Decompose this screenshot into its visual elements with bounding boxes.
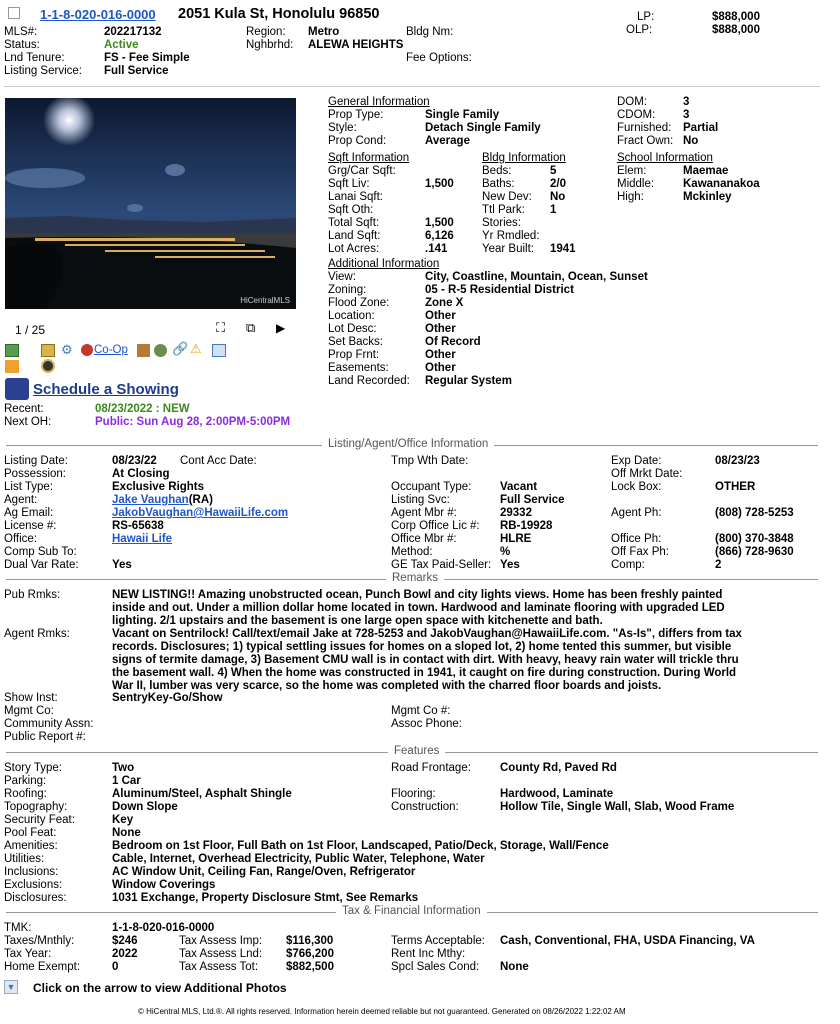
prop-cond-value: Average bbox=[425, 135, 470, 147]
office-ph-value: (800) 370-3848 bbox=[715, 533, 794, 545]
listing-date-label: Listing Date: bbox=[4, 455, 68, 467]
off-fax-ph-value: (866) 728-9630 bbox=[715, 546, 794, 558]
agent-label: Agent: bbox=[4, 494, 38, 506]
amenities-label: Amenities: bbox=[4, 840, 58, 852]
status-label: Status: bbox=[4, 39, 40, 51]
community-assn-label: Community Assn: bbox=[4, 718, 94, 730]
yr-rmdled-label: Yr Rmdled: bbox=[482, 230, 540, 242]
tenure-value: FS - Fee Simple bbox=[104, 52, 190, 64]
parking-label: Parking: bbox=[4, 775, 47, 787]
listing-svc-value: Full Service bbox=[500, 494, 565, 506]
location-label: Location: bbox=[328, 310, 375, 322]
story-type-value: Two bbox=[112, 762, 135, 774]
mgmt-co-label: Mgmt Co: bbox=[4, 705, 54, 717]
agent-link[interactable]: Jake Vaughan bbox=[112, 494, 189, 506]
set-backs-label: Set Backs: bbox=[328, 336, 383, 348]
service-label: Listing Service: bbox=[4, 65, 82, 77]
agent-rmks-line: records. Disclosures; 1) typical settling issues for homes on a sloped lot, 2) home tented this summer, but visible bbox=[112, 641, 732, 653]
road-frontage-value: County Rd, Paved Rd bbox=[500, 762, 617, 774]
agent-suffix: (RA) bbox=[188, 494, 213, 506]
general-heading: General Information bbox=[328, 96, 430, 108]
year-built-value: 1941 bbox=[550, 243, 576, 255]
middle-value: Kawananakoa bbox=[683, 178, 760, 190]
lot-desc-value: Other bbox=[425, 323, 456, 335]
method-label: Method: bbox=[391, 546, 433, 558]
exclusions-label: Exclusions: bbox=[4, 879, 63, 891]
style-label: Style: bbox=[328, 122, 357, 134]
exp-date-value: 08/23/23 bbox=[715, 455, 760, 467]
show-inst-value: SentryKey-Go/Show bbox=[112, 692, 223, 704]
photo-watermark: HiCentralMLS bbox=[240, 296, 290, 305]
corp-office-lic-value: RB-19928 bbox=[500, 520, 553, 532]
pub-rmks-label: Pub Rmks: bbox=[4, 589, 61, 601]
dom-label: DOM: bbox=[617, 96, 648, 108]
next-oh-label: Next OH: bbox=[4, 416, 52, 428]
listing-address: 2051 Kula St, Honolulu 96850 bbox=[178, 6, 380, 22]
recent-label: Recent: bbox=[4, 403, 44, 415]
exclusions-value: Window Coverings bbox=[112, 879, 216, 891]
select-checkbox[interactable] bbox=[8, 7, 20, 19]
furnished-label: Furnished: bbox=[617, 122, 672, 134]
cdom-label: CDOM: bbox=[617, 109, 656, 121]
recent-value: 08/23/2022 : NEW bbox=[95, 403, 190, 415]
bldg-label: Bldg Nm: bbox=[406, 26, 454, 38]
prop-frnt-value: Other bbox=[425, 349, 456, 361]
zoning-value: 05 - R-5 Residential District bbox=[425, 284, 574, 296]
high-label: High: bbox=[617, 191, 644, 203]
lot-desc-label: Lot Desc: bbox=[328, 323, 377, 335]
land-recorded-label: Land Recorded: bbox=[328, 375, 410, 387]
service-value: Full Service bbox=[104, 65, 169, 77]
occupant-type-label: Occupant Type: bbox=[391, 481, 472, 493]
office-label: Office: bbox=[4, 533, 38, 545]
inclusions-value: AC Window Unit, Ceiling Fan, Range/Oven, Refrigerator bbox=[112, 866, 416, 878]
pool-feat-label: Pool Feat: bbox=[4, 827, 57, 839]
furnished-value: Partial bbox=[683, 122, 719, 134]
utilities-value: Cable, Internet, Overhead Electricity, Public Water, Telephone, Water bbox=[112, 853, 485, 865]
warning-icon[interactable]: ⚠ bbox=[190, 341, 202, 356]
terms-label: Terms Acceptable: bbox=[391, 935, 485, 947]
list-type-value: Exclusive Rights bbox=[112, 481, 205, 493]
comp-value: 2 bbox=[715, 559, 722, 571]
cont-acc-date-label: Cont Acc Date: bbox=[180, 455, 257, 467]
land-recorded-value: Regular System bbox=[425, 375, 512, 387]
link-icon[interactable]: 🔗 bbox=[172, 341, 189, 356]
prop-type-label: Prop Type: bbox=[328, 109, 384, 121]
license-value: RS-65638 bbox=[112, 520, 164, 532]
home-exempt-label: Home Exempt: bbox=[4, 961, 81, 973]
license-label: License #: bbox=[4, 520, 57, 532]
listing-divider-label: Listing/Agent/Office Information bbox=[322, 438, 494, 450]
office-mbr-value: HLRE bbox=[500, 533, 532, 545]
sqft-liv-value: 1,500 bbox=[425, 178, 454, 190]
total-sqft-label: Total Sqft: bbox=[328, 217, 380, 229]
lp-value: $888,000 bbox=[712, 11, 760, 23]
land-sqft-value: 6,126 bbox=[425, 230, 454, 242]
comp-sub-to-label: Comp Sub To: bbox=[4, 546, 77, 558]
tenure-label: Lnd Tenure: bbox=[4, 52, 65, 64]
elem-value: Maemae bbox=[683, 165, 729, 177]
nghbrhd-label: Nghbrhd: bbox=[246, 39, 294, 51]
pub-rmks-line: NEW LISTING!! Amazing unobstructed ocean, Punch Bowl and city lights views. Home has been freshly painted bbox=[112, 589, 723, 601]
show-inst-label: Show Inst: bbox=[4, 692, 58, 704]
olp-value: $888,000 bbox=[712, 24, 760, 36]
assess-lnd-value: $766,200 bbox=[286, 948, 334, 960]
fullscreen-icon[interactable]: ⛶ bbox=[216, 320, 226, 335]
comp-label: Comp: bbox=[611, 559, 645, 571]
disclosures-value: 1031 Exchange, Property Disclosure Stmt, See Remarks bbox=[112, 892, 419, 904]
next-photo-icon[interactable]: ▶ bbox=[276, 321, 286, 335]
prop-type-value: Single Family bbox=[425, 109, 500, 121]
utilities-label: Utilities: bbox=[4, 853, 45, 865]
spcl-sales-label: Spcl Sales Cond: bbox=[391, 961, 480, 973]
lock-box-label: Lock Box: bbox=[611, 481, 662, 493]
lot-acres-value: .141 bbox=[425, 243, 448, 255]
ag-email-label: Ag Email: bbox=[4, 507, 54, 519]
lp-label: LP: bbox=[637, 11, 655, 23]
agent-rmks-line: signs of termite damage, 3) Basement CMU wall is in contact with dirt. With heavy, heavy rain water will trickle thru bbox=[112, 654, 739, 666]
agent-rmks-line: War II, lumber was very scarce, so the home was completed with the charred floor boards and joists. bbox=[112, 680, 662, 692]
topography-label: Topography: bbox=[4, 801, 68, 813]
agent-ph-label: Agent Ph: bbox=[611, 507, 662, 519]
agent-rmks-line: the basement wall. 4) When the home was constructed in 1941, it caught on fire during construction. During World bbox=[112, 667, 737, 679]
listing-svc-label: Listing Svc: bbox=[391, 494, 450, 506]
beds-label: Beds: bbox=[482, 165, 512, 177]
ttl-park-label: Ttl Park: bbox=[482, 204, 525, 216]
ttl-park-value: 1 bbox=[550, 204, 557, 216]
construction-value: Hollow Tile, Single Wall, Slab, Wood Frame bbox=[500, 801, 735, 813]
settings-icon[interactable]: ⚙ bbox=[61, 342, 73, 357]
lanai-sqft-label: Lanai Sqft: bbox=[328, 191, 383, 203]
remarks-divider-label: Remarks bbox=[386, 572, 444, 584]
easements-value: Other bbox=[425, 362, 456, 374]
off-mrkt-date-label: Off Mrkt Date: bbox=[611, 468, 683, 480]
method-value: % bbox=[500, 546, 511, 558]
dual-var-rate-value: Yes bbox=[112, 559, 132, 571]
tmk-value: 1-1-8-020-016-0000 bbox=[112, 922, 215, 934]
set-backs-value: Of Record bbox=[425, 336, 481, 348]
lock-box-value: OTHER bbox=[715, 481, 756, 493]
list-type-label: List Type: bbox=[4, 481, 54, 493]
school-heading: School Information bbox=[617, 152, 713, 164]
possession-value: At Closing bbox=[112, 468, 170, 480]
year-built-label: Year Built: bbox=[482, 243, 534, 255]
expand-photos-button[interactable]: ▼ bbox=[4, 980, 18, 994]
middle-label: Middle: bbox=[617, 178, 655, 190]
parking-value: 1 Car bbox=[112, 775, 141, 787]
land-sqft-label: Land Sqft: bbox=[328, 230, 381, 242]
inclusions-label: Inclusions: bbox=[4, 866, 59, 878]
pub-rmks-line: lighting. 2/1 upstairs and the basement is one large open space with kitchenette and bath. bbox=[112, 615, 603, 627]
photo-counter: 1 / 25 bbox=[15, 323, 46, 337]
story-type-label: Story Type: bbox=[4, 762, 62, 774]
topography-value: Down Slope bbox=[112, 801, 178, 813]
bldg-heading: Bldg Information bbox=[482, 152, 566, 164]
agent-mbr-label: Agent Mbr #: bbox=[391, 507, 457, 519]
assess-imp-label: Tax Assess Imp: bbox=[179, 935, 263, 947]
fee-options-label: Fee Options: bbox=[406, 52, 472, 64]
copyright-text: © HiCentral MLS, Ltd.®. All rights reserved. Information herein deemed reliable but not guaranteed. Generated on 08/26/2022 1:22:02 AM bbox=[138, 1007, 626, 1016]
ag-email-link[interactable]: JakobVaughan@HawaiiLife.com bbox=[112, 507, 289, 519]
agent-ph-value: (808) 728-5253 bbox=[715, 507, 794, 519]
office-link[interactable]: Hawaii Life bbox=[112, 533, 173, 545]
mls-value: 202217132 bbox=[104, 26, 162, 38]
taxes-label: Taxes/Mnthly: bbox=[4, 935, 75, 947]
flood-zone-label: Flood Zone: bbox=[328, 297, 390, 309]
view-value: City, Coastline, Mountain, Ocean, Sunset bbox=[425, 271, 648, 283]
olp-label: OLP: bbox=[626, 24, 653, 36]
new-dev-label: New Dev: bbox=[482, 191, 532, 203]
style-value: Detach Single Family bbox=[425, 122, 541, 134]
sqft-oth-label: Sqft Oth: bbox=[328, 204, 374, 216]
agent-rmks-label: Agent Rmks: bbox=[4, 628, 70, 640]
fract-own-label: Fract Own: bbox=[617, 135, 674, 147]
baths-value: 2/0 bbox=[550, 178, 566, 190]
ge-tax-label: GE Tax Paid-Seller: bbox=[391, 559, 492, 571]
pool-feat-value: None bbox=[112, 827, 141, 839]
tmp-wth-date-label: Tmp Wth Date: bbox=[391, 455, 469, 467]
roofing-value: Aluminum/Steel, Asphalt Shingle bbox=[112, 788, 292, 800]
tax-divider-label: Tax & Financial Information bbox=[336, 905, 487, 917]
assess-imp-value: $116,300 bbox=[286, 935, 334, 947]
home-exempt-value: 0 bbox=[112, 961, 119, 973]
tmk-link[interactable]: 1-1-8-020-016-0000 bbox=[40, 7, 156, 22]
prop-cond-label: Prop Cond: bbox=[328, 135, 387, 147]
security-feat-label: Security Feat: bbox=[4, 814, 75, 826]
grg-sqft-label: Grg/Car Sqft: bbox=[328, 165, 396, 177]
possession-label: Possession: bbox=[4, 468, 67, 480]
elem-label: Elem: bbox=[617, 165, 647, 177]
new-dev-value: No bbox=[550, 191, 566, 203]
flood-zone-value: Zone X bbox=[425, 297, 464, 309]
amenities-value: Bedroom on 1st Floor, Full Bath on 1st Floor, Landscaped, Patio/Deck, Storage, Wall/Fence bbox=[112, 840, 609, 852]
mls-label: MLS#: bbox=[4, 26, 38, 38]
assess-tot-value: $882,500 bbox=[286, 961, 334, 973]
fract-own-value: No bbox=[683, 135, 699, 147]
cdom-value: 3 bbox=[683, 109, 690, 121]
high-value: Mckinley bbox=[683, 191, 732, 203]
rent-inc-label: Rent Inc Mthy: bbox=[391, 948, 466, 960]
corp-office-lic-label: Corp Office Lic #: bbox=[391, 520, 480, 532]
office-ph-label: Office Ph: bbox=[611, 533, 662, 545]
baths-label: Baths: bbox=[482, 178, 515, 190]
mgmt-co-no-label: Mgmt Co #: bbox=[391, 705, 451, 717]
additional-heading: Additional Information bbox=[328, 258, 440, 270]
additional-photos-text: Click on the arrow to view Additional Photos bbox=[33, 981, 287, 995]
tax-year-label: Tax Year: bbox=[4, 948, 52, 960]
nghbrhd-value: ALEWA HEIGHTS bbox=[308, 39, 404, 51]
flooring-value: Hardwood, Laminate bbox=[500, 788, 614, 800]
dom-value: 3 bbox=[683, 96, 690, 108]
security-feat-value: Key bbox=[112, 814, 134, 826]
sqft-heading: Sqft Information bbox=[328, 152, 410, 164]
taxes-value: $246 bbox=[112, 935, 138, 947]
popout-icon[interactable]: ⧉ bbox=[246, 320, 256, 335]
dual-var-rate-label: Dual Var Rate: bbox=[4, 559, 79, 571]
road-frontage-label: Road Frontage: bbox=[391, 762, 471, 774]
features-divider-label: Features bbox=[388, 745, 445, 757]
listing-date-value: 08/23/22 bbox=[112, 455, 157, 467]
ge-tax-value: Yes bbox=[500, 559, 520, 571]
region-value: Metro bbox=[308, 26, 340, 38]
lot-acres-label: Lot Acres: bbox=[328, 243, 380, 255]
assess-lnd-label: Tax Assess Lnd: bbox=[179, 948, 263, 960]
construction-label: Construction: bbox=[391, 801, 459, 813]
coop-link[interactable]: Co-Op bbox=[94, 344, 128, 356]
region-label: Region: bbox=[246, 26, 286, 38]
disclosures-label: Disclosures: bbox=[4, 892, 67, 904]
status-value: Active bbox=[104, 39, 139, 51]
easements-label: Easements: bbox=[328, 362, 389, 374]
assoc-phone-label: Assoc Phone: bbox=[391, 718, 462, 730]
tmk-label: TMK: bbox=[4, 922, 32, 934]
flooring-label: Flooring: bbox=[391, 788, 436, 800]
off-fax-ph-label: Off Fax Ph: bbox=[611, 546, 669, 558]
stories-label: Stories: bbox=[482, 217, 521, 229]
sqft-liv-label: Sqft Liv: bbox=[328, 178, 370, 190]
zoning-label: Zoning: bbox=[328, 284, 367, 296]
assess-tot-label: Tax Assess Tot: bbox=[179, 961, 259, 973]
next-oh-value: Public: Sun Aug 28, 2:00PM-5:00PM bbox=[95, 416, 291, 428]
pub-rmks-line: inside and out. Under a million dollar home located in town. Hardwood and laminate flooring with upgraded LED bbox=[112, 602, 725, 614]
total-sqft-value: 1,500 bbox=[425, 217, 454, 229]
occupant-type-value: Vacant bbox=[500, 481, 538, 493]
tax-year-value: 2022 bbox=[112, 948, 138, 960]
office-mbr-label: Office Mbr #: bbox=[391, 533, 457, 545]
roofing-label: Roofing: bbox=[4, 788, 47, 800]
agent-mbr-value: 29332 bbox=[500, 507, 532, 519]
location-value: Other bbox=[425, 310, 456, 322]
agent-rmks-line: Vacant on Sentrilock! Call/text/email Jake at 728-5253 and JakobVaughan@HawaiiLife.com. "As-Is", differs from tax bbox=[112, 628, 742, 640]
exp-date-label: Exp Date: bbox=[611, 455, 662, 467]
prop-frnt-label: Prop Frnt: bbox=[328, 349, 380, 361]
schedule-showing-button[interactable]: Schedule a Showing bbox=[33, 381, 179, 398]
public-report-label: Public Report #: bbox=[4, 731, 86, 743]
spcl-sales-value: None bbox=[500, 961, 529, 973]
terms-value: Cash, Conventional, FHA, USDA Financing, VA bbox=[500, 935, 755, 947]
beds-value: 5 bbox=[550, 165, 557, 177]
view-label: View: bbox=[328, 271, 356, 283]
